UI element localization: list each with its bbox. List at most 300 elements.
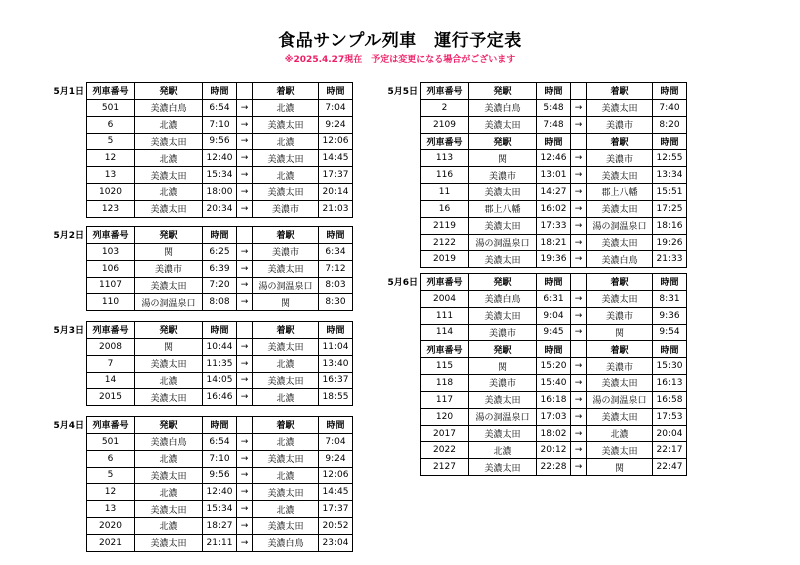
arrival-time: 17:37 [319,167,353,184]
train-number: 16 [421,200,469,217]
arrow-icon: → [571,391,587,408]
table-row [421,167,687,184]
table-row [87,243,353,260]
arrival-time: 8:31 [653,290,687,307]
arrival-station: 北濃 [253,389,319,406]
day-label: 5月1日 [53,87,84,97]
departure-time: 15:34 [203,501,237,518]
table-row [421,234,687,251]
arrow-icon: → [571,99,587,116]
arrival-time: 7:40 [653,99,687,116]
arrow-icon: → [571,324,587,341]
arrival-time: 17:37 [319,501,353,518]
table-row [421,217,687,234]
departure-station: 北濃 [135,150,203,167]
arrow-icon: → [571,442,587,459]
table-row [87,133,353,150]
header-train-no: 列車番号 [421,133,469,150]
arrow-icon: → [237,133,253,150]
table-row [87,372,353,389]
arrow-icon: → [571,116,587,133]
arrival-station: 北濃 [253,467,319,484]
arrow-icon: → [237,372,253,389]
table-row [421,408,687,425]
train-number: 120 [421,408,469,425]
table-row [87,501,353,518]
arrow-icon: → [237,501,253,518]
departure-station: 美濃太田 [135,355,203,372]
train-number: 1107 [87,277,135,294]
header-to: 着駅 [253,322,319,339]
arrow-icon: → [237,534,253,551]
table-header-row [87,322,353,339]
train-number: 110 [87,294,135,311]
arrival-station: 美濃白鳥 [253,534,319,551]
table-row [421,290,687,307]
header-arr-time: 時間 [653,83,687,100]
departure-station: 美濃市 [469,167,537,184]
arrival-time: 12:06 [319,133,353,150]
arrival-time: 17:53 [653,408,687,425]
header-from: 発駅 [469,83,537,100]
arrow-icon: → [571,184,587,201]
departure-time: 10:44 [203,338,237,355]
header-arrow [571,133,587,150]
train-number: 2021 [87,534,135,551]
departure-time: 18:00 [203,184,237,201]
table-header-row [421,274,687,291]
train-number: 11 [421,184,469,201]
departure-station: 美濃太田 [135,389,203,406]
arrival-time: 8:03 [319,277,353,294]
arrow-icon: → [237,484,253,501]
departure-time: 6:54 [203,433,237,450]
table-row [87,150,353,167]
header-dep-time: 時間 [537,83,571,100]
header-dep-time: 時間 [203,417,237,434]
arrow-icon: → [571,358,587,375]
header-train-no: 列車番号 [421,341,469,358]
header-to: 着駅 [253,227,319,244]
header-train-no: 列車番号 [421,83,469,100]
departure-time: 7:10 [203,116,237,133]
arrival-time: 9:24 [319,116,353,133]
arrival-time: 16:13 [653,375,687,392]
departure-time: 17:33 [537,217,571,234]
day-label: 5月6日 [387,278,418,288]
table-row [421,184,687,201]
arrival-time: 13:34 [653,167,687,184]
table-row [87,389,353,406]
header-train-no: 列車番号 [87,83,135,100]
arrival-time: 19:26 [653,234,687,251]
train-number: 6 [87,450,135,467]
arrival-station: 関 [587,324,653,341]
arrival-time: 12:55 [653,150,687,167]
departure-time: 18:27 [203,518,237,535]
header-arrow [237,83,253,100]
arrival-time: 9:24 [319,450,353,467]
arrow-icon: → [237,260,253,277]
train-number: 2008 [87,338,135,355]
arrow-icon: → [237,518,253,535]
departure-station: 北濃 [469,442,537,459]
departure-station: 美濃太田 [469,217,537,234]
train-number: 2022 [421,442,469,459]
arrival-station: 美濃太田 [587,408,653,425]
header-to: 着駅 [587,274,653,291]
table-row [87,355,353,372]
arrival-station: 美濃市 [587,307,653,324]
arrow-icon: → [237,338,253,355]
timetable [86,321,353,406]
arrival-station: 美濃太田 [587,442,653,459]
arrow-icon: → [571,307,587,324]
arrival-station: 美濃太田 [253,184,319,201]
departure-station: 美濃太田 [469,184,537,201]
arrival-station: 美濃太田 [587,290,653,307]
table-header-row [421,341,687,358]
header-arrow [571,274,587,291]
departure-station: 美濃白鳥 [469,99,537,116]
train-number: 106 [87,260,135,277]
arrival-time: 16:37 [319,372,353,389]
header-arrow [237,417,253,434]
departure-time: 7:10 [203,450,237,467]
header-from: 発駅 [469,133,537,150]
arrival-time: 21:33 [653,251,687,268]
train-number: 115 [421,358,469,375]
train-number: 12 [87,484,135,501]
departure-time: 18:21 [537,234,571,251]
departure-station: 湯の洞温泉口 [469,234,537,251]
arrival-station: 北濃 [587,425,653,442]
timetable [86,416,353,552]
departure-time: 5:48 [537,99,571,116]
departure-station: 関 [469,358,537,375]
table-row [87,467,353,484]
header-dep-time: 時間 [203,83,237,100]
departure-station: 美濃太田 [135,133,203,150]
arrow-icon: → [237,294,253,311]
departure-time: 7:20 [203,277,237,294]
arrow-icon: → [571,217,587,234]
arrow-icon: → [237,277,253,294]
departure-time: 21:11 [203,534,237,551]
header-dep-time: 時間 [537,274,571,291]
header-from: 発駅 [135,322,203,339]
arrival-time: 9:36 [653,307,687,324]
header-arr-time: 時間 [319,227,353,244]
departure-station: 美濃太田 [469,116,537,133]
departure-station: 美濃太田 [469,391,537,408]
departure-station: 美濃太田 [135,277,203,294]
departure-station: 郡上八幡 [469,200,537,217]
arrival-station: 北濃 [253,501,319,518]
arrow-icon: → [237,116,253,133]
departure-station: 美濃太田 [469,251,537,268]
departure-time: 6:39 [203,260,237,277]
arrival-station: 美濃太田 [253,150,319,167]
arrow-icon: → [237,184,253,201]
arrival-station: 美濃太田 [253,372,319,389]
header-to: 着駅 [587,83,653,100]
departure-time: 15:40 [537,375,571,392]
arrival-station: 美濃白鳥 [587,251,653,268]
departure-station: 北濃 [135,484,203,501]
train-number: 1020 [87,184,135,201]
train-number: 12 [87,150,135,167]
departure-station: 美濃白鳥 [135,433,203,450]
header-arr-time: 時間 [319,417,353,434]
departure-time: 12:40 [203,484,237,501]
departure-station: 美濃太田 [135,534,203,551]
arrow-icon: → [237,467,253,484]
train-number: 2 [421,99,469,116]
departure-time: 18:02 [537,425,571,442]
departure-time: 17:03 [537,408,571,425]
departure-time: 16:02 [537,200,571,217]
table-row [421,200,687,217]
table-row [87,433,353,450]
departure-station: 美濃太田 [135,167,203,184]
arrival-time: 22:47 [653,459,687,476]
header-train-no: 列車番号 [87,227,135,244]
arrival-time: 6:34 [319,243,353,260]
header-from: 発駅 [469,274,537,291]
departure-time: 20:12 [537,442,571,459]
departure-time: 9:45 [537,324,571,341]
arrival-station: 関 [587,459,653,476]
table-row [421,324,687,341]
table-row [421,442,687,459]
arrival-time: 20:52 [319,518,353,535]
table-row [87,338,353,355]
train-number: 5 [87,133,135,150]
table-row [87,294,353,311]
arrival-station: 美濃太田 [587,200,653,217]
header-arr-time: 時間 [319,322,353,339]
arrival-time: 13:40 [319,355,353,372]
departure-time: 22:28 [537,459,571,476]
table-row [421,425,687,442]
departure-station: 美濃白鳥 [469,290,537,307]
header-arrow [237,322,253,339]
table-row [421,99,687,116]
arrow-icon: → [571,408,587,425]
table-row [421,116,687,133]
arrow-icon: → [571,167,587,184]
arrow-icon: → [237,433,253,450]
departure-time: 9:56 [203,467,237,484]
arrival-time: 7:04 [319,99,353,116]
table-row [421,150,687,167]
arrow-icon: → [237,99,253,116]
departure-station: 美濃太田 [135,200,203,217]
arrival-station: 美濃市 [587,358,653,375]
departure-station: 北濃 [135,116,203,133]
arrival-station: 郡上八幡 [587,184,653,201]
departure-time: 9:04 [537,307,571,324]
table-row [421,391,687,408]
train-number: 13 [87,167,135,184]
header-arrow [571,341,587,358]
train-number: 5 [87,467,135,484]
notice-text: ※2025.4.27現在 予定は変更になる場合がございます [284,55,516,65]
arrival-time: 15:30 [653,358,687,375]
table-row [87,518,353,535]
departure-time: 9:56 [203,133,237,150]
arrival-time: 9:54 [653,324,687,341]
train-number: 117 [421,391,469,408]
table-header-row [421,133,687,150]
arrow-icon: → [237,355,253,372]
departure-time: 19:36 [537,251,571,268]
arrival-station: 美濃太田 [253,116,319,133]
train-number: 13 [87,501,135,518]
arrival-station: 湯の洞温泉口 [587,391,653,408]
arrival-station: 美濃太田 [587,99,653,116]
arrival-station: 美濃太田 [587,375,653,392]
arrival-time: 7:12 [319,260,353,277]
train-number: 123 [87,200,135,217]
table-row [421,358,687,375]
arrival-station: 美濃市 [253,243,319,260]
train-number: 14 [87,372,135,389]
departure-time: 11:35 [203,355,237,372]
page-title: 食品サンプル列車 運行予定表 [278,31,522,51]
arrival-station: 美濃太田 [253,450,319,467]
departure-time: 15:34 [203,167,237,184]
header-dep-time: 時間 [203,227,237,244]
table-row [421,459,687,476]
header-dep-time: 時間 [203,322,237,339]
arrival-time: 20:04 [653,425,687,442]
arrival-time: 11:04 [319,338,353,355]
arrival-station: 湯の洞温泉口 [253,277,319,294]
arrival-time: 7:04 [319,433,353,450]
arrival-time: 12:06 [319,467,353,484]
arrow-icon: → [571,459,587,476]
train-number: 501 [87,99,135,116]
arrow-icon: → [571,251,587,268]
arrival-time: 15:51 [653,184,687,201]
arrow-icon: → [237,167,253,184]
arrival-station: 北濃 [253,99,319,116]
train-number: 2004 [421,290,469,307]
departure-station: 美濃太田 [135,467,203,484]
arrival-station: 美濃市 [253,200,319,217]
table-row [87,484,353,501]
header-arrow [571,83,587,100]
train-number: 7 [87,355,135,372]
header-from: 発駅 [135,417,203,434]
header-dep-time: 時間 [537,133,571,150]
arrow-icon: → [571,290,587,307]
train-number: 113 [421,150,469,167]
departure-time: 16:46 [203,389,237,406]
header-from: 発駅 [469,341,537,358]
departure-time: 15:20 [537,358,571,375]
departure-station: 美濃市 [469,324,537,341]
arrow-icon: → [571,200,587,217]
departure-station: 北濃 [135,184,203,201]
day-label: 5月4日 [53,421,84,431]
arrival-station: 美濃太田 [253,260,319,277]
departure-station: 美濃市 [135,260,203,277]
arrival-station: 美濃太田 [587,234,653,251]
arrival-station: 北濃 [253,355,319,372]
departure-station: 湯の洞温泉口 [469,408,537,425]
departure-time: 13:01 [537,167,571,184]
train-number: 2127 [421,459,469,476]
arrival-station: 美濃市 [587,116,653,133]
departure-station: 美濃白鳥 [135,99,203,116]
departure-station: 美濃太田 [469,459,537,476]
departure-time: 8:08 [203,294,237,311]
train-number: 2122 [421,234,469,251]
timetable [86,82,353,218]
table-row [87,260,353,277]
departure-station: 美濃市 [469,375,537,392]
timetable [420,82,687,268]
arrival-time: 17:25 [653,200,687,217]
table-row [87,534,353,551]
arrival-station: 北濃 [253,433,319,450]
header-arr-time: 時間 [653,341,687,358]
header-to: 着駅 [253,417,319,434]
departure-station: 美濃太田 [135,501,203,518]
arrival-time: 8:30 [319,294,353,311]
departure-time: 12:46 [537,150,571,167]
header-arr-time: 時間 [653,274,687,291]
departure-time: 14:05 [203,372,237,389]
arrival-station: 北濃 [253,133,319,150]
arrow-icon: → [237,450,253,467]
arrow-icon: → [571,425,587,442]
header-from: 発駅 [135,227,203,244]
departure-time: 6:54 [203,99,237,116]
arrival-time: 14:45 [319,484,353,501]
arrival-time: 8:20 [653,116,687,133]
arrival-station: 美濃太田 [253,518,319,535]
table-row [87,200,353,217]
arrow-icon: → [571,375,587,392]
table-row [87,99,353,116]
arrival-time: 23:04 [319,534,353,551]
timetable [86,226,353,311]
table-row [87,277,353,294]
header-dep-time: 時間 [537,341,571,358]
header-to: 着駅 [587,341,653,358]
train-number: 6 [87,116,135,133]
arrival-station: 美濃太田 [253,338,319,355]
table-row [421,251,687,268]
arrival-station: 美濃太田 [253,484,319,501]
arrival-time: 22:17 [653,442,687,459]
timetable [420,273,687,476]
train-number: 2015 [87,389,135,406]
arrival-station: 北濃 [253,167,319,184]
departure-station: 美濃太田 [469,425,537,442]
arrow-icon: → [237,389,253,406]
header-train-no: 列車番号 [421,274,469,291]
arrow-icon: → [237,200,253,217]
train-number: 103 [87,243,135,260]
arrival-time: 18:55 [319,389,353,406]
departure-time: 16:18 [537,391,571,408]
train-number: 114 [421,324,469,341]
